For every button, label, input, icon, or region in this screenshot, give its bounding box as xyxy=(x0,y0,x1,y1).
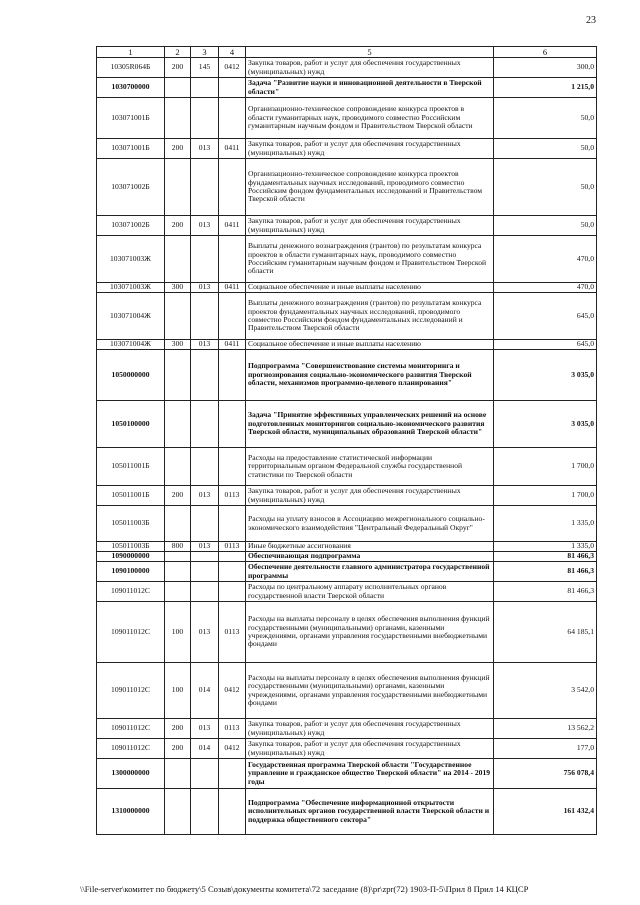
cell-amount: 1 700,0 xyxy=(494,486,597,506)
cell-section xyxy=(219,759,246,789)
cell-section: 0412 xyxy=(219,663,246,719)
cell-amount: 1 335,0 xyxy=(494,506,597,542)
table-row xyxy=(97,448,597,486)
cell-code: 103071002Б xyxy=(97,216,165,236)
cell-admin-code xyxy=(191,401,219,448)
cell-code: 103071004Ж xyxy=(97,293,165,340)
cell-expense-type: 200 xyxy=(165,216,191,236)
cell-admin-code xyxy=(191,552,219,562)
cell-admin-code xyxy=(191,562,219,582)
cell-code: 103071004Ж xyxy=(97,340,165,350)
table-row xyxy=(97,663,597,719)
cell-expense-type: 300 xyxy=(165,340,191,350)
cell-amount: 64 185,1 xyxy=(494,602,597,663)
cell-expense-type xyxy=(165,236,191,283)
cell-description: Государственная программа Тверской области "Государственное управление и гражданское общество Тверской области" на 2014 - 2019 годы xyxy=(246,759,494,789)
cell-amount: 177,0 xyxy=(494,739,597,759)
cell-expense-type xyxy=(165,159,191,216)
header-cell: 6 xyxy=(494,47,597,58)
cell-section: 0412 xyxy=(219,739,246,759)
cell-section: 0411 xyxy=(219,283,246,293)
table-row xyxy=(97,719,597,739)
cell-section xyxy=(219,236,246,283)
cell-admin-code xyxy=(191,236,219,283)
cell-description: Организационно-техническое сопровождение конкурса проектов фундаментальных научных исследований, проводимого совместно Российским фондом фундаментальных исследований и Правительством Тверской области xyxy=(246,159,494,216)
cell-code: 109011012С xyxy=(97,719,165,739)
cell-expense-type: 200 xyxy=(165,719,191,739)
cell-description: Закупка товаров, работ и услуг для обеспечения государственных (муниципальных) нужд xyxy=(246,216,494,236)
table-row xyxy=(97,542,597,552)
cell-code: 1050100000 xyxy=(97,401,165,448)
cell-amount: 3 542,0 xyxy=(494,663,597,719)
cell-amount: 470,0 xyxy=(494,283,597,293)
cell-code: 109011012С xyxy=(97,739,165,759)
cell-admin-code: 014 xyxy=(191,663,219,719)
cell-code: 103071003Ж xyxy=(97,283,165,293)
cell-admin-code: 013 xyxy=(191,486,219,506)
table-row xyxy=(97,562,597,582)
cell-description: Подпрограмма "Совершенствование системы мониторинга и прогнозирования социально-экономического развития Тверской области, механизмов программно-целевого планирования" xyxy=(246,350,494,401)
cell-description: Закупка товаров, работ и услуг для обеспечения государственных (муниципальных) нужд xyxy=(246,139,494,159)
cell-amount: 50,0 xyxy=(494,216,597,236)
cell-code: 10305R064Б xyxy=(97,58,165,78)
cell-admin-code: 013 xyxy=(191,283,219,293)
cell-admin-code xyxy=(191,582,219,602)
cell-amount: 3 035,0 xyxy=(494,401,597,448)
cell-admin-code: 145 xyxy=(191,58,219,78)
cell-admin-code: 013 xyxy=(191,216,219,236)
cell-amount: 1 335,0 xyxy=(494,542,597,552)
cell-admin-code xyxy=(191,448,219,486)
cell-amount: 81 466,3 xyxy=(494,582,597,602)
cell-expense-type xyxy=(165,789,191,835)
cell-code: 1310000000 xyxy=(97,789,165,835)
cell-amount: 1 215,0 xyxy=(494,78,597,98)
cell-section xyxy=(219,350,246,401)
cell-code: 1090000000 xyxy=(97,552,165,562)
cell-section xyxy=(219,293,246,340)
cell-expense-type: 200 xyxy=(165,139,191,159)
cell-expense-type: 200 xyxy=(165,486,191,506)
cell-section xyxy=(219,562,246,582)
cell-code: 103071001Б xyxy=(97,139,165,159)
cell-code: 1090100000 xyxy=(97,562,165,582)
cell-section: 0113 xyxy=(219,486,246,506)
cell-amount: 645,0 xyxy=(494,293,597,340)
header-cell: 5 xyxy=(246,47,494,58)
cell-code: 109011012С xyxy=(97,582,165,602)
cell-amount: 81 466,3 xyxy=(494,552,597,562)
cell-code: 1050000000 xyxy=(97,350,165,401)
cell-description: Закупка товаров, работ и услуг для обеспечения государственных (муниципальных) нужд xyxy=(246,739,494,759)
cell-expense-type xyxy=(165,562,191,582)
cell-admin-code xyxy=(191,759,219,789)
cell-description: Закупка товаров, работ и услуг для обеспечения государственных (муниципальных) нужд xyxy=(246,486,494,506)
table-row xyxy=(97,98,597,139)
budget-table xyxy=(96,46,597,835)
cell-section xyxy=(219,582,246,602)
cell-amount: 50,0 xyxy=(494,139,597,159)
cell-description: Социальное обеспечение и иные выплаты населению xyxy=(246,283,494,293)
cell-amount: 3 035,0 xyxy=(494,350,597,401)
cell-amount: 13 562,2 xyxy=(494,719,597,739)
cell-admin-code xyxy=(191,78,219,98)
cell-description: Организационно-техническое сопровождение конкурса проектов в области гуманитарных наук, проводимого совместно Российским гуманитарным научным фондом и Правительством Тверской области xyxy=(246,98,494,139)
cell-amount: 81 466,3 xyxy=(494,562,597,582)
cell-section xyxy=(219,789,246,835)
cell-section xyxy=(219,401,246,448)
cell-expense-type xyxy=(165,448,191,486)
cell-expense-type: 800 xyxy=(165,542,191,552)
cell-description: Расходы на выплаты персоналу в целях обеспечения выполнения функций государственными (муниципальными) органами, казенными учреждениями, органами управления государственными внебюджетными фондами xyxy=(246,663,494,719)
header-cell: 2 xyxy=(165,47,191,58)
cell-section xyxy=(219,448,246,486)
cell-section: 0411 xyxy=(219,340,246,350)
cell-expense-type xyxy=(165,293,191,340)
cell-expense-type: 100 xyxy=(165,663,191,719)
table-row xyxy=(97,78,597,98)
header-cell: 1 xyxy=(97,47,165,58)
table-row xyxy=(97,283,597,293)
cell-description: Выплаты денежного вознаграждения (грантов) по результатам конкурса проектов в области гуманитарных наук, проводимого совместно Российским гуманитарным научным фондом и Правительством Тверской области xyxy=(246,236,494,283)
cell-section xyxy=(219,506,246,542)
cell-amount: 50,0 xyxy=(494,159,597,216)
table-row xyxy=(97,582,597,602)
cell-section: 0411 xyxy=(219,139,246,159)
budget-table-body xyxy=(97,47,597,835)
cell-code: 1030700000 xyxy=(97,78,165,98)
cell-section xyxy=(219,78,246,98)
table-row xyxy=(97,58,597,78)
cell-description: Подпрограмма "Обеспечение информационной открытости исполнительных органов государственной власти Тверской области и поддержка общественного сектора" xyxy=(246,789,494,835)
cell-description: Расходы на уплату взносов в Ассоциацию межрегионального социально-экономического взаимодействия "Центральный Федеральный Округ" xyxy=(246,506,494,542)
cell-admin-code: 013 xyxy=(191,602,219,663)
cell-description: Обеспечивающая подпрограмма xyxy=(246,552,494,562)
cell-expense-type xyxy=(165,401,191,448)
cell-expense-type xyxy=(165,552,191,562)
cell-expense-type: 200 xyxy=(165,739,191,759)
cell-admin-code xyxy=(191,350,219,401)
cell-section: 0113 xyxy=(219,602,246,663)
cell-expense-type xyxy=(165,582,191,602)
cell-admin-code: 013 xyxy=(191,719,219,739)
cell-expense-type xyxy=(165,350,191,401)
cell-section xyxy=(219,98,246,139)
cell-admin-code xyxy=(191,159,219,216)
cell-section xyxy=(219,552,246,562)
cell-admin-code: 014 xyxy=(191,739,219,759)
cell-section: 0412 xyxy=(219,58,246,78)
table-row xyxy=(97,602,597,663)
table-row xyxy=(97,552,597,562)
cell-description: Иные бюджетные ассигнования xyxy=(246,542,494,552)
cell-code: 109011012С xyxy=(97,663,165,719)
cell-description: Расходы на предоставление статистической информации территориальным органом Федеральной службы государственной статистики по Тверской области xyxy=(246,448,494,486)
header-cell: 4 xyxy=(219,47,246,58)
table-row xyxy=(97,789,597,835)
cell-amount: 470,0 xyxy=(494,236,597,283)
cell-description: Расходы на выплаты персоналу в целях обеспечения выполнения функций государственными (муниципальными) органами, казенными учреждениями, органами управления государственными внебюджетными фондами xyxy=(246,602,494,663)
cell-admin-code: 013 xyxy=(191,139,219,159)
cell-expense-type xyxy=(165,78,191,98)
cell-code: 1300000000 xyxy=(97,759,165,789)
cell-code: 103071003Ж xyxy=(97,236,165,283)
table-header-row xyxy=(97,47,597,58)
table-row xyxy=(97,340,597,350)
cell-description: Выплаты денежного вознаграждения (грантов) по результатам конкурса проектов фундаментальных научных исследований, проводимого совместно Российским фондом фундаментальных исследований и Правительством Тверской области xyxy=(246,293,494,340)
table-row xyxy=(97,159,597,216)
cell-section: 0411 xyxy=(219,216,246,236)
cell-expense-type: 200 xyxy=(165,58,191,78)
cell-code: 103071002Б xyxy=(97,159,165,216)
table-row xyxy=(97,486,597,506)
header-cell: 3 xyxy=(191,47,219,58)
cell-admin-code xyxy=(191,506,219,542)
cell-admin-code xyxy=(191,789,219,835)
table-row xyxy=(97,739,597,759)
cell-amount: 1 700,0 xyxy=(494,448,597,486)
cell-expense-type xyxy=(165,506,191,542)
cell-description: Задача "Развитие науки и инновационной деятельности в Тверской области" xyxy=(246,78,494,98)
cell-admin-code: 013 xyxy=(191,340,219,350)
cell-section: 0113 xyxy=(219,719,246,739)
cell-code: 105011001Б xyxy=(97,448,165,486)
table-row xyxy=(97,401,597,448)
cell-amount: 50,0 xyxy=(494,98,597,139)
cell-code: 105011003Б xyxy=(97,506,165,542)
cell-expense-type: 100 xyxy=(165,602,191,663)
file-path-footer: \\File-server\комитет по бюджету\5 Созыв\документы комитета\72 заседание (8)\pr\zpr(72) 1903-П-5\Прил 8 Прил 14 КЦСР xyxy=(80,884,529,894)
cell-section xyxy=(219,159,246,216)
cell-admin-code xyxy=(191,293,219,340)
cell-amount: 756 078,4 xyxy=(494,759,597,789)
cell-code: 105011001Б xyxy=(97,486,165,506)
table-row xyxy=(97,759,597,789)
cell-code: 103071001Б xyxy=(97,98,165,139)
cell-amount: 645,0 xyxy=(494,340,597,350)
cell-description: Закупка товаров, работ и услуг для обеспечения государственных (муниципальных) нужд xyxy=(246,58,494,78)
table-row xyxy=(97,506,597,542)
cell-admin-code xyxy=(191,98,219,139)
table-row xyxy=(97,293,597,340)
cell-code: 109011012С xyxy=(97,602,165,663)
cell-expense-type: 300 xyxy=(165,283,191,293)
cell-description: Закупка товаров, работ и услуг для обеспечения государственных (муниципальных) нужд xyxy=(246,719,494,739)
cell-expense-type xyxy=(165,98,191,139)
cell-code: 105011003Б xyxy=(97,542,165,552)
page-number: 23 xyxy=(586,15,596,26)
cell-description: Расходы по центральному аппарату исполнительных органов государственной власти Тверской области xyxy=(246,582,494,602)
cell-section: 0113 xyxy=(219,542,246,552)
cell-admin-code: 013 xyxy=(191,542,219,552)
cell-description: Социальное обеспечение и иные выплаты населению xyxy=(246,340,494,350)
cell-description: Задача "Принятие эффективных управленческих решений на основе подготовленных мониторингов социально-экономического развития Тверской области, муниципальных образований Тверской области" xyxy=(246,401,494,448)
cell-amount: 300,0 xyxy=(494,58,597,78)
cell-expense-type xyxy=(165,759,191,789)
table-row xyxy=(97,216,597,236)
table-row xyxy=(97,236,597,283)
table-row xyxy=(97,139,597,159)
table-row xyxy=(97,350,597,401)
cell-description: Обеспечение деятельности главного администратора государственной программы xyxy=(246,562,494,582)
cell-amount: 161 432,4 xyxy=(494,789,597,835)
